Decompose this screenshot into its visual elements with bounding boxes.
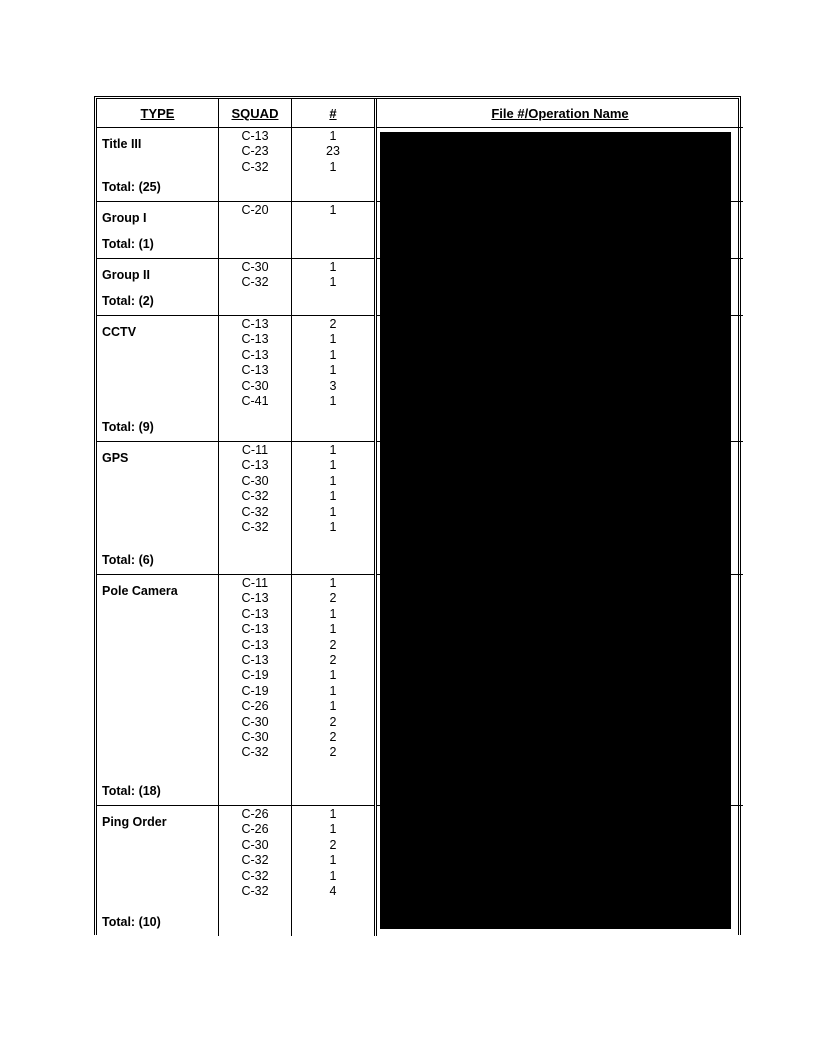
- squad-header: SQUAD: [219, 99, 292, 128]
- header-row: [97, 99, 743, 128]
- squad-item: C-32: [241, 504, 269, 519]
- type-label: Pole Camera: [102, 584, 178, 598]
- squad-item: C-32: [241, 745, 269, 760]
- count-item: 3: [329, 378, 337, 393]
- count-item: 1: [329, 443, 337, 457]
- squad-item: C-13: [241, 458, 269, 473]
- count-item: 1: [329, 129, 337, 143]
- type-total: Total: (2): [102, 294, 154, 308]
- squad-cell: [219, 806, 292, 936]
- count-item: 1: [329, 576, 337, 590]
- squad-item: C-13: [241, 347, 269, 362]
- count-item: 1: [329, 275, 337, 290]
- type-cell: [97, 128, 219, 202]
- type-label: Group II: [102, 268, 150, 282]
- count-item: 1: [329, 853, 337, 868]
- type-total: Total: (6): [102, 553, 154, 567]
- type-cell: [97, 806, 219, 936]
- squad-item: C-19: [241, 668, 269, 683]
- count-item: 1: [329, 622, 337, 637]
- count-item: 1: [329, 504, 337, 519]
- count-item: 1: [329, 203, 337, 217]
- type-header: TYPE: [97, 99, 219, 128]
- count-item: 1: [329, 699, 337, 714]
- count-item: 2: [329, 652, 337, 667]
- squad-item: C-19: [241, 683, 269, 698]
- squad-item: C-32: [241, 853, 269, 868]
- file-header: File #/Operation Name: [376, 99, 744, 128]
- count-item: 1: [329, 332, 337, 347]
- squad-item: C-11: [241, 443, 269, 457]
- squad-item: C-13: [241, 637, 269, 652]
- count-item: 1: [329, 868, 337, 883]
- type-total: Total: (1): [102, 237, 154, 251]
- squad-item: C-30: [241, 837, 269, 852]
- squad-cell: [219, 575, 292, 806]
- count-item: 1: [329, 683, 337, 698]
- squad-item: C-30: [241, 729, 269, 744]
- type-label: Title III: [102, 137, 142, 151]
- count-item: 1: [329, 347, 337, 362]
- count-item: 2: [329, 714, 337, 729]
- squad-item: C-32: [241, 159, 269, 174]
- count-item: 1: [329, 807, 337, 821]
- squad-item: C-32: [241, 275, 269, 290]
- type-total: Total: (9): [102, 420, 154, 434]
- type-total: Total: (18): [102, 784, 161, 798]
- type-cell: [97, 575, 219, 806]
- count-item: 1: [329, 822, 337, 837]
- redaction-block: [380, 132, 731, 929]
- squad-item: C-32: [241, 868, 269, 883]
- squad-item: C-13: [241, 606, 269, 621]
- count-cell: [292, 128, 376, 202]
- squad-item: C-13: [241, 652, 269, 667]
- type-label: GPS: [102, 451, 129, 465]
- squad-item: C-32: [241, 519, 269, 534]
- type-cell: [97, 442, 219, 575]
- squad-item: C-32: [241, 883, 269, 898]
- count-item: 1: [329, 393, 337, 408]
- type-cell: [97, 316, 219, 442]
- squad-item: C-30: [241, 473, 269, 488]
- type-cell: [97, 202, 219, 259]
- squad-item: C-13: [241, 317, 269, 331]
- count-item: 23: [326, 144, 340, 159]
- squad-item: C-30: [241, 714, 269, 729]
- squad-item: C-30: [241, 378, 269, 393]
- count-header: #: [292, 99, 376, 128]
- count-item: 1: [329, 519, 337, 534]
- count-item: 2: [329, 745, 337, 760]
- squad-item: C-13: [241, 129, 269, 143]
- squad-cell: [219, 128, 292, 202]
- squad-item: C-23: [241, 144, 269, 159]
- count-item: 1: [329, 473, 337, 488]
- count-item: 1: [329, 260, 337, 274]
- count-item: 1: [329, 159, 337, 174]
- type-label: Group I: [102, 211, 147, 225]
- count-cell: [292, 202, 376, 259]
- count-cell: [292, 575, 376, 806]
- squad-item: C-13: [241, 622, 269, 637]
- squad-item: C-32: [241, 489, 269, 504]
- count-item: 1: [329, 489, 337, 504]
- squad-item: C-11: [241, 576, 269, 590]
- type-total: Total: (25): [102, 180, 161, 194]
- squad-item: C-30: [241, 260, 269, 274]
- count-item: 2: [329, 729, 337, 744]
- type-total: Total: (10): [102, 914, 161, 929]
- count-item: 2: [329, 637, 337, 652]
- squad-item: C-13: [241, 332, 269, 347]
- squad-cell: [219, 259, 292, 316]
- squad-item: C-26: [241, 822, 269, 837]
- squad-item: C-26: [241, 807, 269, 821]
- squad-cell: [219, 442, 292, 575]
- count-item: 2: [329, 317, 337, 331]
- count-item: 1: [329, 606, 337, 621]
- count-item: 2: [329, 591, 337, 606]
- count-cell: [292, 442, 376, 575]
- squad-cell: [219, 316, 292, 442]
- type-cell: [97, 259, 219, 316]
- type-label: CCTV: [102, 325, 137, 339]
- count-item: 4: [329, 883, 337, 898]
- squad-item: C-13: [241, 363, 269, 378]
- squad-item: C-41: [241, 393, 269, 408]
- squad-item: C-20: [241, 203, 269, 217]
- type-label: Ping Order: [102, 815, 167, 829]
- squad-item: C-13: [241, 591, 269, 606]
- count-item: 2: [329, 837, 337, 852]
- count-cell: [292, 316, 376, 442]
- squad-cell: [219, 202, 292, 259]
- count-item: 1: [329, 668, 337, 683]
- count-item: 1: [329, 363, 337, 378]
- count-item: 1: [329, 458, 337, 473]
- squad-item: C-26: [241, 699, 269, 714]
- count-cell: [292, 806, 376, 936]
- count-cell: [292, 259, 376, 316]
